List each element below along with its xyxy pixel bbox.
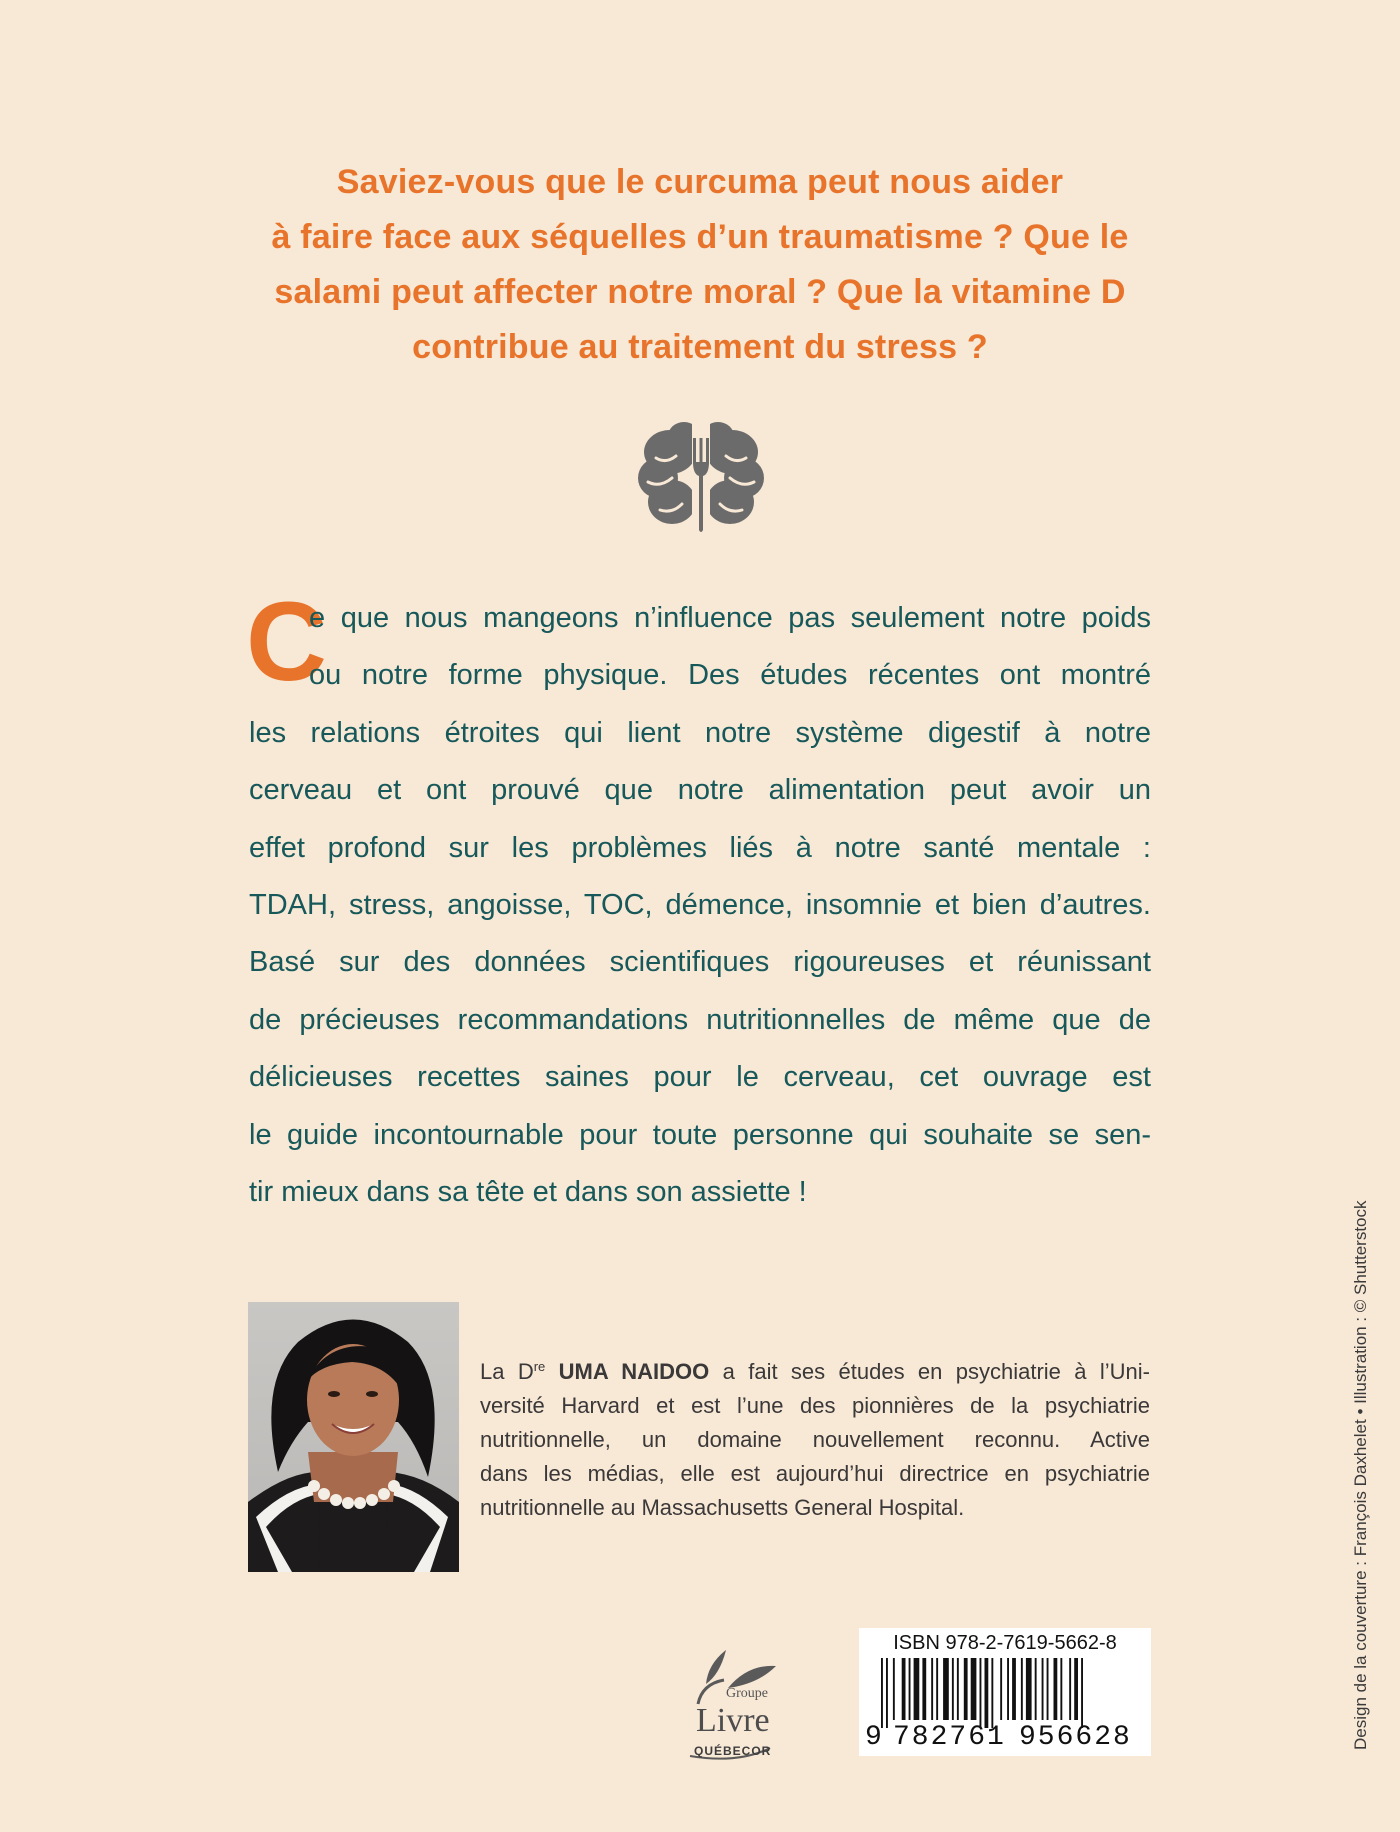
publisher-quebecor: QUÉBECOR bbox=[694, 1744, 772, 1758]
headline-line: Saviez-vous que le curcuma peut nous aider bbox=[336, 163, 1064, 201]
barcode-bar bbox=[1035, 1658, 1037, 1720]
barcode-bar bbox=[991, 1658, 993, 1728]
barcode-bar bbox=[1000, 1658, 1002, 1720]
barcode-bar bbox=[1060, 1658, 1062, 1720]
author-bio-line: versité Harvard et est l’une des pionnières de la psychiatrie bbox=[480, 1393, 1150, 1418]
publisher-livre: Livre bbox=[696, 1702, 770, 1739]
barcode-bar bbox=[1054, 1658, 1058, 1720]
barcode-bar bbox=[1047, 1658, 1049, 1720]
author-bio bbox=[480, 1350, 1150, 1525]
barcode-bars bbox=[881, 1658, 1133, 1728]
barcode-bar bbox=[952, 1658, 954, 1720]
description-line: Basé sur des données scientifiques rigoureuses et réunissant bbox=[249, 946, 1151, 979]
barcode-left-digits: 782761 bbox=[893, 1722, 1006, 1753]
headline bbox=[150, 155, 1250, 375]
barcode-bar bbox=[881, 1658, 883, 1728]
barcode-bar bbox=[971, 1658, 977, 1720]
description bbox=[249, 590, 1151, 1221]
bio-title-suffix: re bbox=[533, 1359, 546, 1374]
headline-line: à faire face aux séquelles d’un traumatisme ? Que le bbox=[271, 218, 1129, 256]
description-line: le guide incontournable pour toute personne qui souhaite se sen- bbox=[249, 1118, 1151, 1151]
publisher-logo bbox=[668, 1644, 798, 1768]
barcode-first-digit: 9 bbox=[865, 1722, 882, 1753]
barcode-bar bbox=[931, 1658, 933, 1720]
barcode-bar bbox=[886, 1658, 888, 1728]
barcode-bar bbox=[1007, 1658, 1009, 1720]
barcode-bar bbox=[1081, 1658, 1083, 1728]
author-photo bbox=[248, 1302, 459, 1572]
barcode-bar bbox=[985, 1658, 989, 1728]
barcode-bar bbox=[1069, 1658, 1071, 1720]
barcode-right-digits: 956628 bbox=[1019, 1722, 1132, 1753]
isbn-label: ISBN 978-2-7619-5662-8 bbox=[893, 1632, 1117, 1654]
barcode-bar bbox=[964, 1658, 968, 1720]
barcode-bar bbox=[1074, 1658, 1078, 1720]
description-line: ou notre forme physique. Des études récentes ont montré bbox=[309, 659, 1151, 692]
barcode-bar bbox=[1012, 1658, 1016, 1720]
headline-line: salami peut affecter notre moral ? Que la vitamine D bbox=[274, 273, 1126, 311]
bio-first-rest: a fait ses études en psychiatrie à l’Uni- bbox=[709, 1359, 1150, 1384]
publisher-groupe: Groupe bbox=[726, 1686, 768, 1701]
description-line: les relations étroites qui lient notre système digestif à notre bbox=[249, 716, 1151, 749]
barcode-bar bbox=[893, 1658, 895, 1720]
author-name: UMA NAIDOO bbox=[558, 1359, 710, 1384]
description-line: de précieuses recommandations nutritionnelles de même que de bbox=[249, 1003, 1151, 1036]
description-line: cerveau et ont prouvé que notre alimentation peut avoir un bbox=[249, 774, 1151, 807]
barcode-bar bbox=[922, 1658, 926, 1720]
author-bio-line: nutritionnelle au Massachusetts General Hospital. bbox=[480, 1495, 965, 1520]
cover-credit: Design de la couverture : François Daxhelet • Illustration : © Shutterstock bbox=[1351, 1200, 1370, 1750]
brain-fork-icon bbox=[636, 418, 766, 538]
author-bio-line bbox=[480, 1350, 1150, 1389]
barcode-bar bbox=[1042, 1658, 1044, 1720]
barcode-bar bbox=[902, 1658, 906, 1720]
headline-line: contribue au traitement du stress ? bbox=[412, 328, 988, 366]
bio-prefix: La D bbox=[480, 1359, 534, 1384]
drop-cap: C bbox=[246, 579, 327, 704]
description-line: délicieuses recettes saines pour le cerveau, cet ouvrage est bbox=[249, 1061, 1151, 1094]
barcode-bar bbox=[1021, 1658, 1023, 1720]
description-line: TDAH, stress, angoisse, TOC, démence, insomnie et bien d’autres. bbox=[249, 888, 1151, 921]
barcode-bar bbox=[1026, 1658, 1032, 1720]
author-bio-line: dans les médias, elle est aujourd’hui directrice en psychiatrie bbox=[480, 1461, 1150, 1486]
author-bio-line: nutritionnelle, un domaine nouvellement reconnu. Active bbox=[480, 1427, 1150, 1452]
barcode-bar bbox=[957, 1658, 959, 1720]
description-line: effet profond sur les problèmes liés à notre santé mentale : bbox=[249, 831, 1151, 864]
barcode-bar bbox=[909, 1658, 911, 1720]
barcode-bar bbox=[914, 1658, 920, 1720]
description-line: tir mieux dans sa tête et dans son assiette ! bbox=[249, 1175, 807, 1208]
barcode-bar bbox=[936, 1658, 938, 1720]
isbn-barcode bbox=[859, 1628, 1151, 1756]
barcode-bar bbox=[943, 1658, 949, 1720]
description-line: e que nous mangeons n’influence pas seulement notre poids bbox=[309, 602, 1151, 634]
barcode-bar bbox=[980, 1658, 982, 1728]
